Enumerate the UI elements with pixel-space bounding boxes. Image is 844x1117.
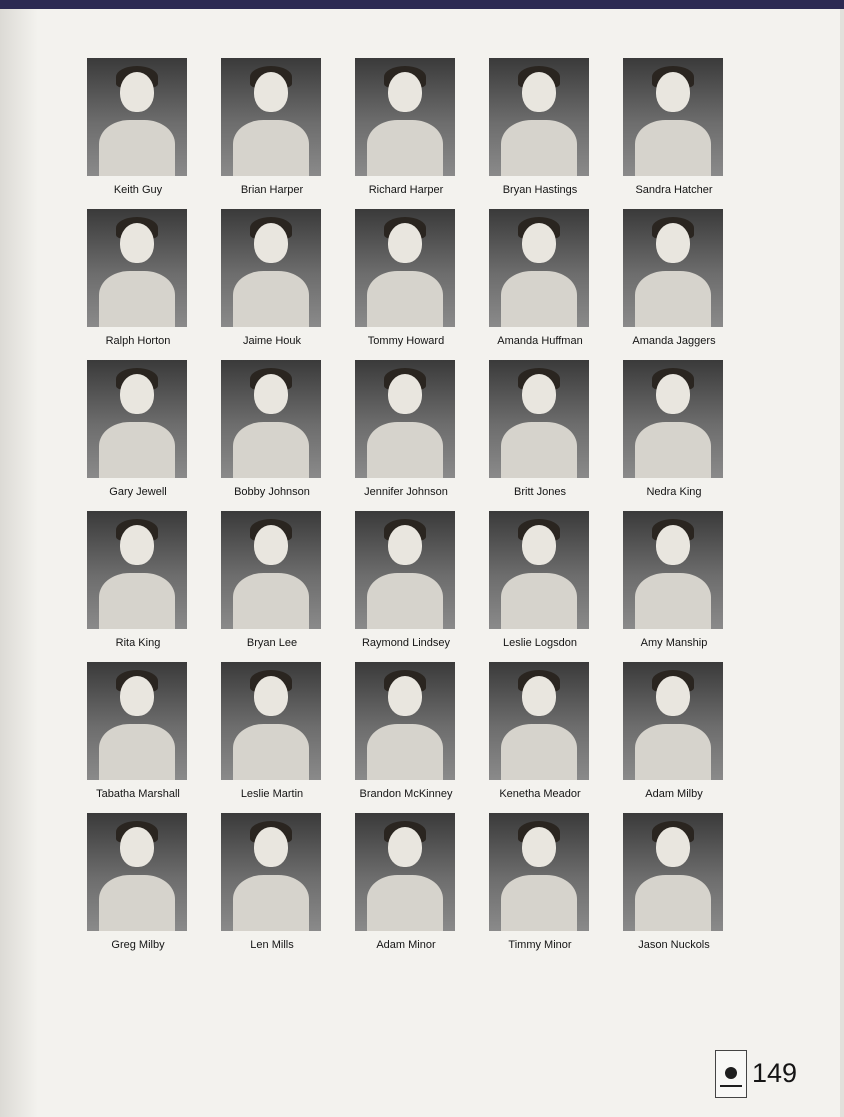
student-portrait bbox=[618, 203, 752, 354]
portrait-photo bbox=[355, 662, 455, 780]
portrait-photo bbox=[355, 58, 455, 176]
portrait-photo bbox=[221, 58, 321, 176]
page-gutter-shadow bbox=[0, 9, 38, 1117]
portrait-photo bbox=[221, 360, 321, 478]
portrait-photo bbox=[355, 813, 455, 931]
student-name: Timmy Minor bbox=[508, 939, 572, 951]
student-name: Sandra Hatcher bbox=[635, 184, 713, 196]
portrait-photo bbox=[221, 813, 321, 931]
portrait-photo bbox=[489, 58, 589, 176]
student-portrait bbox=[216, 505, 350, 656]
portrait-photo bbox=[355, 209, 455, 327]
logo-line-icon bbox=[720, 1085, 742, 1087]
portrait-photo bbox=[87, 360, 187, 478]
student-portrait bbox=[484, 203, 618, 354]
student-name: Tommy Howard bbox=[367, 335, 445, 347]
student-name: Keith Guy bbox=[113, 184, 163, 196]
student-name: Ralph Horton bbox=[105, 335, 171, 347]
student-name: Kenetha Meador bbox=[499, 788, 581, 800]
portrait-photo bbox=[623, 813, 723, 931]
portrait-photo bbox=[623, 360, 723, 478]
logo-dot-icon bbox=[725, 1067, 737, 1079]
portrait-photo bbox=[221, 209, 321, 327]
student-portrait bbox=[484, 52, 618, 203]
student-name: Adam Milby bbox=[645, 788, 703, 800]
student-name: Richard Harper bbox=[368, 184, 444, 196]
student-portrait bbox=[216, 656, 350, 807]
student-portrait bbox=[216, 203, 350, 354]
student-portrait bbox=[618, 807, 752, 958]
student-portrait bbox=[484, 505, 618, 656]
student-name: Jason Nuckols bbox=[638, 939, 710, 951]
portrait-photo bbox=[87, 813, 187, 931]
portrait-photo bbox=[489, 511, 589, 629]
student-portrait bbox=[82, 656, 216, 807]
portrait-photo bbox=[489, 360, 589, 478]
student-portrait bbox=[350, 807, 484, 958]
portrait-photo bbox=[623, 209, 723, 327]
student-portrait bbox=[350, 354, 484, 505]
student-portrait bbox=[350, 52, 484, 203]
portrait-photo bbox=[489, 813, 589, 931]
portrait-photo bbox=[623, 58, 723, 176]
student-portrait bbox=[216, 52, 350, 203]
student-name: Brian Harper bbox=[240, 184, 304, 196]
student-portrait bbox=[82, 505, 216, 656]
student-name: Greg Milby bbox=[111, 939, 165, 951]
student-name: Adam Minor bbox=[376, 939, 436, 951]
student-name: Nedra King bbox=[646, 486, 702, 498]
student-name: Amy Manship bbox=[640, 637, 708, 649]
portrait-photo bbox=[87, 209, 187, 327]
student-portrait bbox=[484, 354, 618, 505]
student-portrait bbox=[82, 807, 216, 958]
student-name: Britt Jones bbox=[514, 486, 566, 498]
yearbook-logo-icon bbox=[715, 1050, 747, 1098]
student-portrait bbox=[618, 354, 752, 505]
portrait-photo bbox=[489, 662, 589, 780]
student-name: Jennifer Johnson bbox=[364, 486, 448, 498]
portrait-photo bbox=[87, 511, 187, 629]
student-portrait bbox=[350, 656, 484, 807]
portrait-photo bbox=[221, 662, 321, 780]
top-border bbox=[0, 0, 844, 9]
portrait-photo bbox=[87, 662, 187, 780]
student-portrait bbox=[618, 656, 752, 807]
page-number: 149 bbox=[752, 1058, 798, 1088]
student-portrait bbox=[484, 656, 618, 807]
portrait-photo bbox=[355, 511, 455, 629]
portrait-photo bbox=[355, 360, 455, 478]
portrait-photo bbox=[489, 209, 589, 327]
student-portrait bbox=[484, 807, 618, 958]
portrait-photo bbox=[87, 58, 187, 176]
student-name: Bryan Lee bbox=[246, 637, 298, 649]
student-portrait bbox=[82, 52, 216, 203]
student-name: Leslie Logsdon bbox=[502, 637, 577, 649]
student-name: Amanda Huffman bbox=[497, 335, 583, 347]
student-name: Amanda Jaggers bbox=[632, 335, 716, 347]
page-edge bbox=[840, 9, 844, 1117]
portrait-grid bbox=[82, 52, 752, 958]
portrait-photo bbox=[623, 662, 723, 780]
student-name: Bobby Johnson bbox=[234, 486, 310, 498]
student-name: Tabatha Marshall bbox=[96, 788, 180, 800]
student-portrait bbox=[82, 203, 216, 354]
student-name: Jaime Houk bbox=[242, 335, 302, 347]
student-name: Bryan Hastings bbox=[502, 184, 578, 196]
student-name: Rita King bbox=[115, 637, 161, 649]
student-portrait bbox=[618, 505, 752, 656]
student-portrait bbox=[82, 354, 216, 505]
student-portrait bbox=[618, 52, 752, 203]
portrait-photo bbox=[221, 511, 321, 629]
student-name: Raymond Lindsey bbox=[361, 637, 451, 649]
portrait-photo bbox=[623, 511, 723, 629]
student-name: Gary Jewell bbox=[109, 486, 167, 498]
student-portrait bbox=[350, 505, 484, 656]
student-portrait bbox=[350, 203, 484, 354]
student-portrait bbox=[216, 354, 350, 505]
student-name: Leslie Martin bbox=[240, 788, 304, 800]
student-name: Brandon McKinney bbox=[359, 788, 453, 800]
student-portrait bbox=[216, 807, 350, 958]
student-name: Len Mills bbox=[250, 939, 294, 951]
